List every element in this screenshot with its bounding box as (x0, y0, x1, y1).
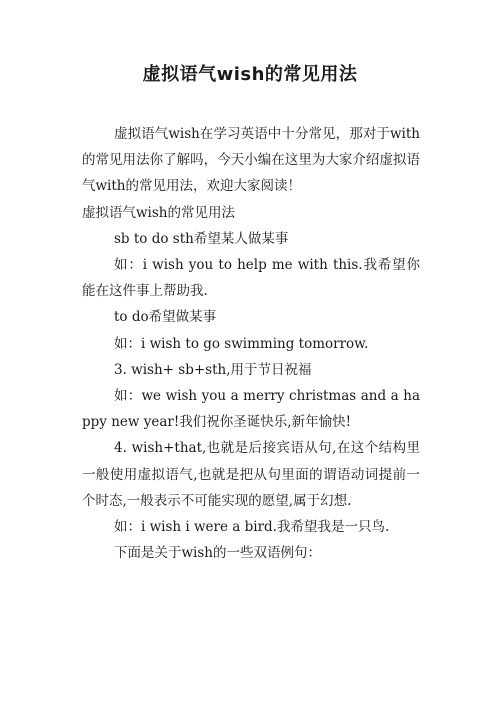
paragraph-usage-3: 3. wish+ sb+sth,用于节日祝福 (114, 361, 312, 378)
paragraph-example-3: 如：we wish you a merry christmas and a happy new year!我们祝你圣诞快乐,新年愉快! (82, 388, 420, 431)
paragraph-example-1: 如：i wish you to help me with this.我希望你能在这件事上帮助我. (82, 257, 420, 300)
paragraph-example-2: 如：i wish to go swimming tomorrow. (114, 335, 369, 352)
document-title: 虚拟语气wish的常见用法 (142, 64, 358, 85)
paragraph-examples-intro: 下面是关于wish的一些双语例句： (114, 545, 321, 562)
paragraph-intro: 虚拟语气wish在学习英语中十分常见，那对于with的常见用法你了解吗，今天小编在这里为大家介绍虚拟语气with的常见用法，欢迎大家阅读！ (82, 126, 420, 195)
document-body (82, 121, 420, 566)
paragraph-usage-2: to do希望做某事 (114, 309, 217, 326)
paragraph-section-heading: 虚拟语气wish的常见用法 (82, 204, 235, 221)
paragraph-usage-1: sb to do sth希望某人做某事 (114, 230, 289, 247)
paragraph-usage-4: 4. wish+that,也就是后接宾语从句,在这个结构里一般使用虚拟语气,也就是把从句里面的谓语动词提前一个时态,一般表示不可能实现的愿望,属于幻想. (82, 440, 420, 509)
paragraph-example-4: 如：i wish i were a bird.我希望我是一只鸟. (114, 519, 390, 536)
